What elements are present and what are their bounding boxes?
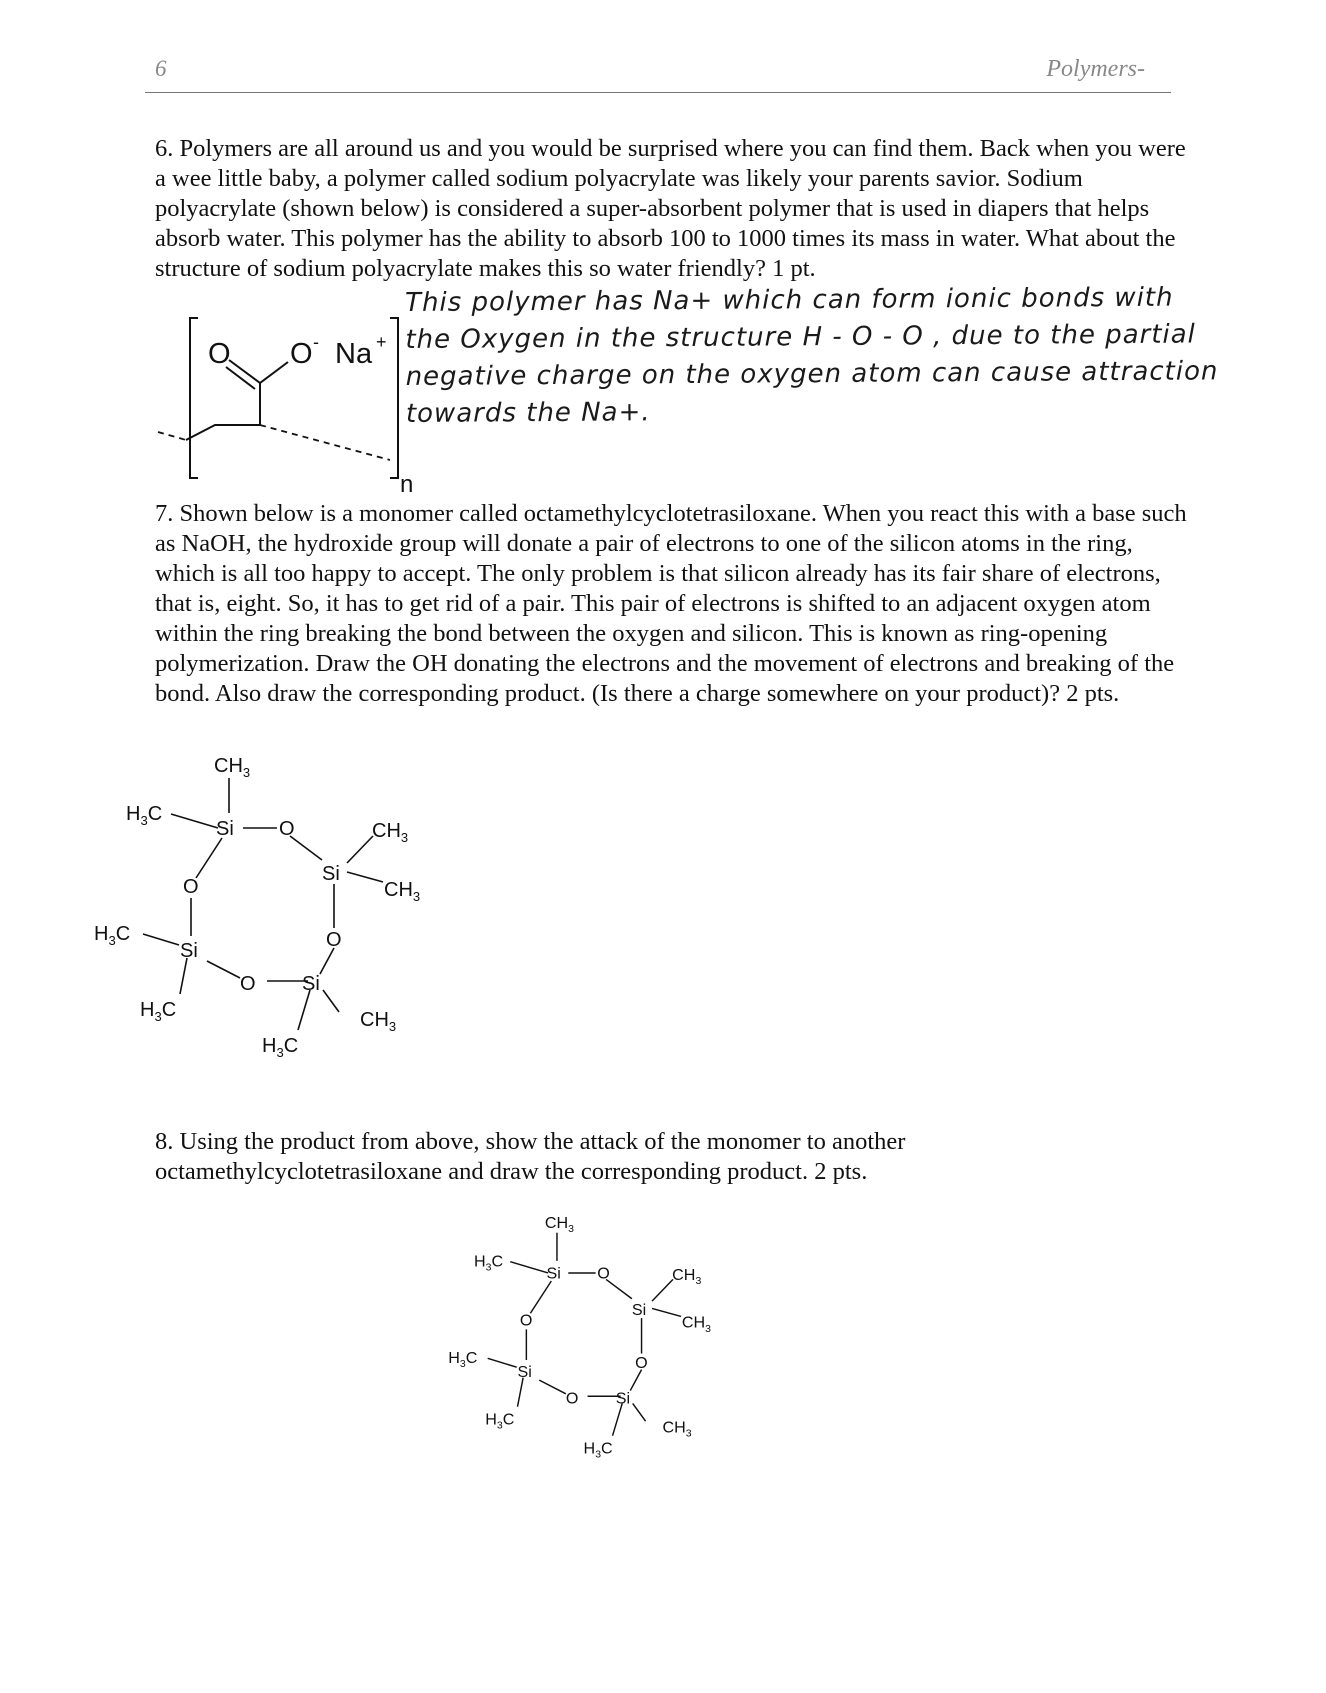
- octamethylcyclotetrasiloxane-structure-q7: [90, 750, 450, 1060]
- o-atom: O: [326, 929, 342, 951]
- si-atom: Si: [517, 1362, 532, 1381]
- page-header: [145, 50, 1171, 93]
- methyl-group: $CH_3$: [384, 879, 421, 904]
- si-atom: Si: [302, 973, 320, 995]
- answer-line-1: This polymer has Na+ which can form ionic bonds with: [405, 282, 1174, 318]
- question-8-text: 8. Using the product from above, show the attack of the monomer to another octamethylcyclotetrasiloxane and draw the corresponding product. 2 pts.: [155, 1128, 906, 1185]
- sodium-polyacrylate-structure: [150, 310, 420, 498]
- o-atom: O: [279, 818, 295, 840]
- methyl-group: $CH_3$: [672, 1266, 702, 1288]
- methyl-group: $CH_3$: [372, 820, 409, 845]
- anion-charge-label: -: [313, 332, 319, 352]
- methyl-group: $CH_3$: [681, 1313, 711, 1335]
- o-atom: O: [183, 876, 199, 898]
- methyl-group: $H_3C$: [448, 1349, 478, 1371]
- question-7-text: 7. Shown below is a monomer called octamethylcyclotetrasiloxane. When you react this with a base such as NaOH, the hydroxide group will donate a pair of electrons to one of the silicon atoms in the ring, which is all too happy to accept. The only problem is that silicon already has its fair share of electrons, that is, eight. So, it has to get rid of a pair. This pair of electrons is shifted to an adjacent oxygen atom within the ring breaking the bond between the oxygen and silicon. This is known as ring-opening polymerization. Draw the OH donating the electrons and the movement of electrons and breaking of the bond. Also draw the corresponding product. (Is there a charge somewhere on your product)? 2 pts.: [155, 500, 1187, 707]
- o-atom: O: [240, 973, 256, 995]
- octamethylcyclotetrasiloxane-structure-q8: [445, 1210, 735, 1460]
- anion-oxygen-label: O: [290, 338, 313, 370]
- o-atom: O: [565, 1389, 579, 1408]
- methyl-group: $CH_3$: [214, 755, 251, 780]
- si-atom: Si: [631, 1300, 647, 1319]
- methyl-group: $H_3C$: [262, 1035, 299, 1060]
- page-number: 6: [155, 56, 167, 81]
- o-atom: O: [635, 1354, 648, 1373]
- methyl-group: $CH_3$: [360, 1009, 397, 1034]
- si-atom: Si: [180, 940, 198, 962]
- o-atom: O: [519, 1311, 533, 1330]
- methyl-group: $H_3C$: [485, 1410, 515, 1432]
- running-title: Polymers-: [1046, 56, 1145, 82]
- o-atom: O: [597, 1264, 610, 1283]
- methyl-group: $H_3C$: [583, 1439, 613, 1461]
- answer-line-2: the Oxygen in the structure H - O - O , due to the partial: [405, 319, 1196, 355]
- repeat-unit-subscript: n: [400, 471, 414, 498]
- methyl-group: $H_3C$: [140, 999, 177, 1024]
- carbonyl-oxygen-label: O: [208, 338, 231, 370]
- si-atom: Si: [546, 1264, 561, 1283]
- question-6-text: 6. Polymers are all around us and you would be surprised where you can find them. Back when you were a wee little baby, a polymer called sodium polyacrylate was likely your parents savior. Sodium polyacrylate (shown below) is considered a super-absorbent polymer that is used in diapers that helps absorb water. This polymer has the ability to absorb 100 to 1000 times its mass in water. What about the structure of sodium polyacrylate makes this so water friendly? 1 pt.: [155, 135, 1186, 282]
- si-atom: Si: [615, 1389, 631, 1408]
- si-atom: Si: [322, 863, 340, 885]
- answer-line-3: negative charge on the oxygen atom can cause attraction: [405, 356, 1219, 392]
- methyl-group: $H_3C$: [126, 803, 163, 828]
- methyl-group: $CH_3$: [662, 1418, 692, 1440]
- methyl-group: $CH_3$: [544, 1213, 574, 1235]
- answer-line-4: towards the Na+.: [405, 397, 651, 429]
- methyl-group: $H_3C$: [94, 923, 131, 948]
- cation-charge-label: +: [376, 332, 387, 352]
- sodium-cation-label: Na: [335, 338, 373, 370]
- methyl-group: $H_3C$: [474, 1252, 504, 1274]
- si-atom: Si: [216, 818, 234, 840]
- handwritten-answer: [405, 279, 1286, 433]
